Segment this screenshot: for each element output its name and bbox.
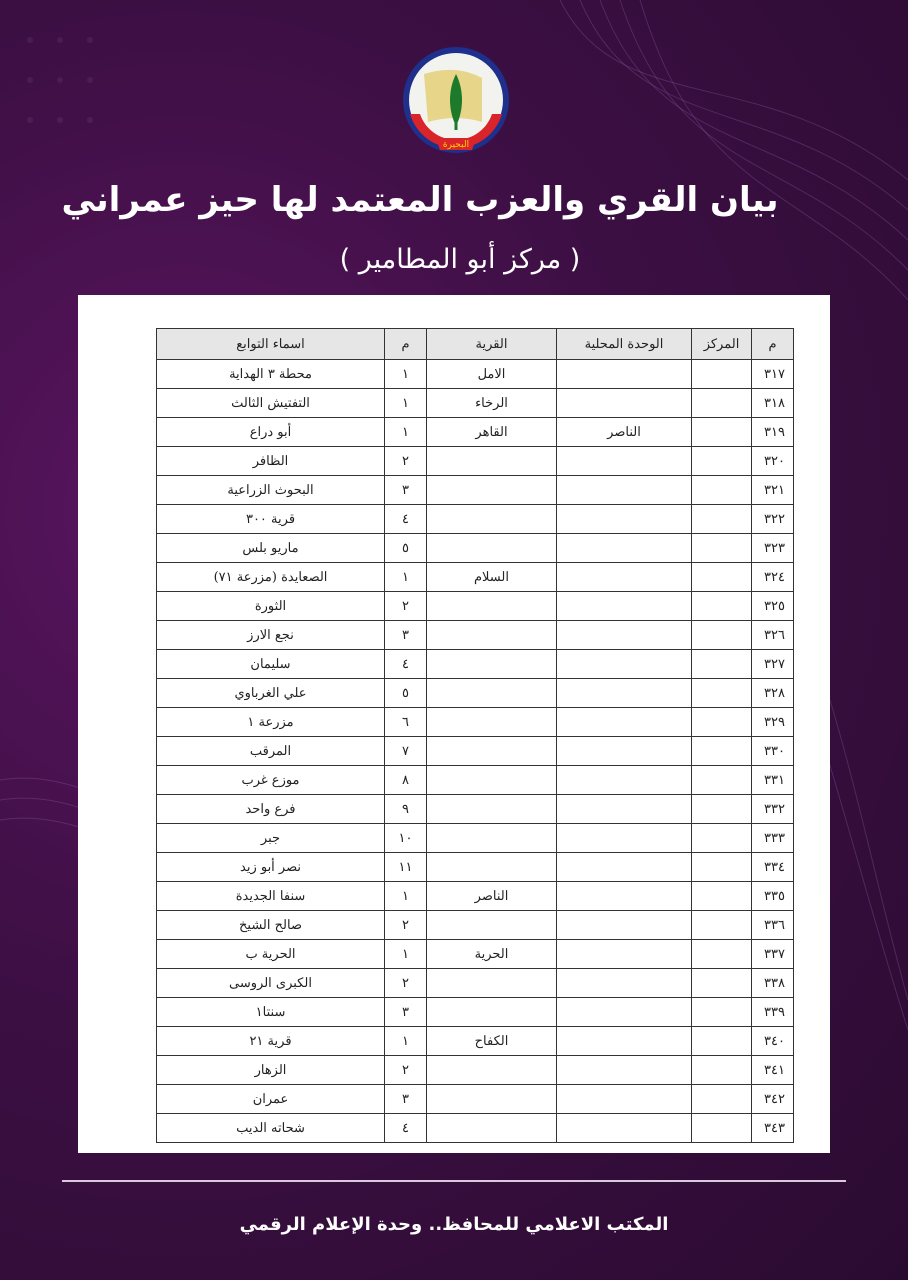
cell-markaz bbox=[692, 592, 752, 621]
cell-sub-number: ٢ bbox=[385, 911, 427, 940]
cell-serial: ٣٢٦ bbox=[752, 621, 794, 650]
cell-serial: ٣٤٢ bbox=[752, 1085, 794, 1114]
cell-sub-number: ٥ bbox=[385, 534, 427, 563]
cell-sub-number: ٩ bbox=[385, 795, 427, 824]
cell-dependent-name: سنفا الجديدة bbox=[157, 882, 385, 911]
cell-markaz bbox=[692, 766, 752, 795]
cell-dependent-name: نصر أبو زيد bbox=[157, 853, 385, 882]
cell-local-unit bbox=[557, 1085, 692, 1114]
table-row bbox=[157, 998, 794, 1027]
table-row bbox=[157, 1114, 794, 1143]
cell-village: الامل bbox=[427, 360, 557, 389]
cell-dependent-name: ماريو بلس bbox=[157, 534, 385, 563]
cell-serial: ٣٤٣ bbox=[752, 1114, 794, 1143]
cell-dependent-name: الكبرى الروسى bbox=[157, 969, 385, 998]
cell-markaz bbox=[692, 824, 752, 853]
cell-serial: ٣٣٥ bbox=[752, 882, 794, 911]
cell-village bbox=[427, 1085, 557, 1114]
cell-village bbox=[427, 534, 557, 563]
table-row bbox=[157, 824, 794, 853]
cell-sub-number: ٢ bbox=[385, 969, 427, 998]
cell-dependent-name: موزع غرب bbox=[157, 766, 385, 795]
governorate-logo bbox=[396, 44, 516, 162]
cell-dependent-name: مزرعة ١ bbox=[157, 708, 385, 737]
cell-markaz bbox=[692, 476, 752, 505]
cell-village bbox=[427, 1114, 557, 1143]
cell-dependent-name: فرع واحد bbox=[157, 795, 385, 824]
cell-serial: ٣٣٧ bbox=[752, 940, 794, 969]
table-header-row bbox=[157, 329, 794, 360]
cell-sub-number: ١ bbox=[385, 882, 427, 911]
cell-serial: ٣٢٣ bbox=[752, 534, 794, 563]
cell-serial: ٣٣٠ bbox=[752, 737, 794, 766]
table-row bbox=[157, 389, 794, 418]
cell-sub-number: ٧ bbox=[385, 737, 427, 766]
cell-village bbox=[427, 911, 557, 940]
cell-village bbox=[427, 708, 557, 737]
cell-local-unit bbox=[557, 389, 692, 418]
table-row bbox=[157, 563, 794, 592]
logo-text: البحيرة bbox=[442, 140, 470, 150]
cell-dependent-name: علي الغرباوي bbox=[157, 679, 385, 708]
cell-dependent-name: قرية ٣٠٠ bbox=[157, 505, 385, 534]
cell-serial: ٣٣٤ bbox=[752, 853, 794, 882]
cell-serial: ٣٣٩ bbox=[752, 998, 794, 1027]
cell-markaz bbox=[692, 389, 752, 418]
cell-dependent-name: جبر bbox=[157, 824, 385, 853]
table-row bbox=[157, 1027, 794, 1056]
table-row bbox=[157, 360, 794, 389]
cell-sub-number: ٤ bbox=[385, 1114, 427, 1143]
cell-markaz bbox=[692, 534, 752, 563]
cell-markaz bbox=[692, 737, 752, 766]
table-row bbox=[157, 969, 794, 998]
table-row bbox=[157, 476, 794, 505]
cell-village bbox=[427, 824, 557, 853]
cell-local-unit bbox=[557, 853, 692, 882]
cell-local-unit bbox=[557, 505, 692, 534]
villages-table bbox=[156, 328, 794, 1143]
cell-markaz bbox=[692, 621, 752, 650]
cell-dependent-name: الثورة bbox=[157, 592, 385, 621]
cell-markaz bbox=[692, 882, 752, 911]
cell-local-unit bbox=[557, 708, 692, 737]
table-row bbox=[157, 853, 794, 882]
cell-dependent-name: صالح الشيخ bbox=[157, 911, 385, 940]
cell-markaz bbox=[692, 1027, 752, 1056]
cell-local-unit bbox=[557, 1027, 692, 1056]
cell-village bbox=[427, 795, 557, 824]
cell-dependent-name: شحاته الديب bbox=[157, 1114, 385, 1143]
cell-local-unit bbox=[557, 940, 692, 969]
cell-serial: ٣٣٦ bbox=[752, 911, 794, 940]
cell-local-unit bbox=[557, 1114, 692, 1143]
cell-village bbox=[427, 766, 557, 795]
cell-local-unit bbox=[557, 476, 692, 505]
col-header-local-unit: الوحدة المحلية bbox=[557, 329, 692, 360]
cell-dependent-name: أبو دراع bbox=[157, 418, 385, 447]
cell-serial: ٣٢٨ bbox=[752, 679, 794, 708]
cell-dependent-name: محطة ٣ الهداية bbox=[157, 360, 385, 389]
cell-dependent-name: الزهار bbox=[157, 1056, 385, 1085]
cell-dependent-name: التفتيش الثالث bbox=[157, 389, 385, 418]
cell-sub-number: ٨ bbox=[385, 766, 427, 795]
cell-markaz bbox=[692, 1056, 752, 1085]
cell-local-unit bbox=[557, 650, 692, 679]
cell-markaz bbox=[692, 1085, 752, 1114]
cell-sub-number: ١ bbox=[385, 940, 427, 969]
cell-local-unit bbox=[557, 679, 692, 708]
cell-dependent-name: سليمان bbox=[157, 650, 385, 679]
cell-village bbox=[427, 592, 557, 621]
cell-serial: ٣٣٨ bbox=[752, 969, 794, 998]
cell-serial: ٣٢٢ bbox=[752, 505, 794, 534]
cell-village: الناصر bbox=[427, 882, 557, 911]
page-title: بيان القري والعزب المعتمد لها حيز عمراني bbox=[61, 180, 779, 220]
cell-village: السلام bbox=[427, 563, 557, 592]
table-row bbox=[157, 592, 794, 621]
cell-village bbox=[427, 447, 557, 476]
cell-village bbox=[427, 505, 557, 534]
table-row bbox=[157, 505, 794, 534]
cell-serial: ٣١٨ bbox=[752, 389, 794, 418]
cell-sub-number: ٢ bbox=[385, 592, 427, 621]
cell-sub-number: ١٠ bbox=[385, 824, 427, 853]
cell-serial: ٣٢٤ bbox=[752, 563, 794, 592]
cell-dependent-name: عمران bbox=[157, 1085, 385, 1114]
cell-sub-number: ١ bbox=[385, 360, 427, 389]
cell-local-unit bbox=[557, 534, 692, 563]
col-header-markaz: المركز bbox=[692, 329, 752, 360]
cell-serial: ٣٣٢ bbox=[752, 795, 794, 824]
cell-markaz bbox=[692, 853, 752, 882]
table-row bbox=[157, 795, 794, 824]
cell-village bbox=[427, 621, 557, 650]
table-row bbox=[157, 708, 794, 737]
table-sheet bbox=[78, 295, 830, 1153]
cell-local-unit bbox=[557, 592, 692, 621]
col-header-sub-number: م bbox=[385, 329, 427, 360]
cell-markaz bbox=[692, 650, 752, 679]
cell-village: الكفاح bbox=[427, 1027, 557, 1056]
table-row bbox=[157, 447, 794, 476]
cell-local-unit bbox=[557, 621, 692, 650]
cell-serial: ٣٢٥ bbox=[752, 592, 794, 621]
cell-serial: ٣٢٩ bbox=[752, 708, 794, 737]
cell-village bbox=[427, 476, 557, 505]
cell-local-unit bbox=[557, 360, 692, 389]
cell-markaz bbox=[692, 998, 752, 1027]
cell-serial: ٣١٧ bbox=[752, 360, 794, 389]
table-row bbox=[157, 766, 794, 795]
cell-sub-number: ٣ bbox=[385, 476, 427, 505]
cell-sub-number: ٣ bbox=[385, 1085, 427, 1114]
footer-divider bbox=[62, 1180, 846, 1182]
cell-markaz bbox=[692, 911, 752, 940]
cell-serial: ٣١٩ bbox=[752, 418, 794, 447]
table-row bbox=[157, 418, 794, 447]
cell-serial: ٣٢٧ bbox=[752, 650, 794, 679]
cell-village bbox=[427, 737, 557, 766]
cell-serial: ٣٤١ bbox=[752, 1056, 794, 1085]
cell-sub-number: ٢ bbox=[385, 1056, 427, 1085]
cell-markaz bbox=[692, 708, 752, 737]
cell-markaz bbox=[692, 505, 752, 534]
cell-dependent-name: الظافر bbox=[157, 447, 385, 476]
cell-local-unit bbox=[557, 911, 692, 940]
cell-village: القاهر bbox=[427, 418, 557, 447]
cell-markaz bbox=[692, 795, 752, 824]
cell-sub-number: ١١ bbox=[385, 853, 427, 882]
table-row bbox=[157, 679, 794, 708]
cell-serial: ٣٢٠ bbox=[752, 447, 794, 476]
cell-serial: ٣٤٠ bbox=[752, 1027, 794, 1056]
cell-serial: ٣٣٣ bbox=[752, 824, 794, 853]
cell-local-unit: الناصر bbox=[557, 418, 692, 447]
cell-village bbox=[427, 969, 557, 998]
cell-markaz bbox=[692, 940, 752, 969]
cell-local-unit bbox=[557, 563, 692, 592]
col-header-village: القرية bbox=[427, 329, 557, 360]
cell-dependent-name: سنتا١ bbox=[157, 998, 385, 1027]
cell-sub-number: ١ bbox=[385, 389, 427, 418]
cell-sub-number: ٣ bbox=[385, 998, 427, 1027]
cell-village bbox=[427, 853, 557, 882]
cell-dependent-name: الصعايدة (مزرعة ٧١) bbox=[157, 563, 385, 592]
cell-markaz bbox=[692, 1114, 752, 1143]
cell-dependent-name: المرقب bbox=[157, 737, 385, 766]
cell-local-unit bbox=[557, 969, 692, 998]
cell-markaz bbox=[692, 360, 752, 389]
cell-village: الحرية bbox=[427, 940, 557, 969]
table-body bbox=[157, 360, 794, 1143]
cell-sub-number: ٦ bbox=[385, 708, 427, 737]
cell-dependent-name: الحرية ب bbox=[157, 940, 385, 969]
cell-serial: ٣٣١ bbox=[752, 766, 794, 795]
cell-local-unit bbox=[557, 1056, 692, 1085]
cell-sub-number: ١ bbox=[385, 418, 427, 447]
cell-village: الرخاء bbox=[427, 389, 557, 418]
cell-markaz bbox=[692, 563, 752, 592]
cell-local-unit bbox=[557, 737, 692, 766]
cell-local-unit bbox=[557, 766, 692, 795]
table-row bbox=[157, 911, 794, 940]
cell-sub-number: ٤ bbox=[385, 505, 427, 534]
cell-markaz bbox=[692, 447, 752, 476]
table-row bbox=[157, 534, 794, 563]
cell-dependent-name: قرية ٢١ bbox=[157, 1027, 385, 1056]
table-row bbox=[157, 882, 794, 911]
cell-local-unit bbox=[557, 882, 692, 911]
cell-village bbox=[427, 1056, 557, 1085]
cell-dependent-name: نجع الارز bbox=[157, 621, 385, 650]
table-row bbox=[157, 1085, 794, 1114]
page-subtitle: ( مركز أبو المطامير ) bbox=[339, 244, 581, 275]
cell-local-unit bbox=[557, 795, 692, 824]
cell-sub-number: ٥ bbox=[385, 679, 427, 708]
cell-serial: ٣٢١ bbox=[752, 476, 794, 505]
cell-sub-number: ٤ bbox=[385, 650, 427, 679]
cell-sub-number: ١ bbox=[385, 563, 427, 592]
cell-local-unit bbox=[557, 447, 692, 476]
cell-local-unit bbox=[557, 998, 692, 1027]
cell-sub-number: ٢ bbox=[385, 447, 427, 476]
cell-sub-number: ٣ bbox=[385, 621, 427, 650]
col-header-dependent-names: اسماء التوابع bbox=[157, 329, 385, 360]
cell-village bbox=[427, 679, 557, 708]
cell-village bbox=[427, 998, 557, 1027]
table-row bbox=[157, 737, 794, 766]
cell-sub-number: ١ bbox=[385, 1027, 427, 1056]
cell-local-unit bbox=[557, 824, 692, 853]
table-row bbox=[157, 650, 794, 679]
table-row bbox=[157, 940, 794, 969]
table-row bbox=[157, 1056, 794, 1085]
cell-dependent-name: البحوث الزراعية bbox=[157, 476, 385, 505]
cell-markaz bbox=[692, 969, 752, 998]
cell-markaz bbox=[692, 418, 752, 447]
col-header-serial: م bbox=[752, 329, 794, 360]
table-row bbox=[157, 621, 794, 650]
cell-markaz bbox=[692, 679, 752, 708]
footer-credit: المكتب الاعلامي للمحافظ.. وحدة الإعلام الرقمي bbox=[239, 1214, 669, 1235]
cell-village bbox=[427, 650, 557, 679]
